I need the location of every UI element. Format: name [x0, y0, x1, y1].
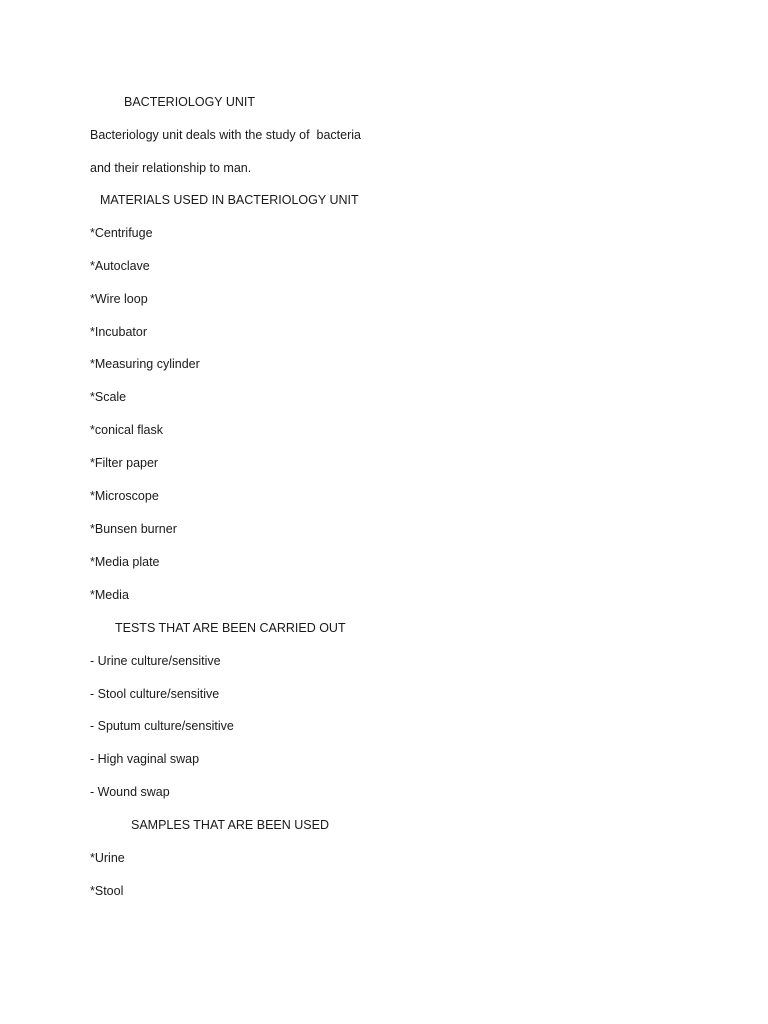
list-item-sample: *Stool	[90, 884, 124, 898]
intro-line-2: and their relationship to man.	[90, 161, 252, 175]
list-item-material: *Media	[90, 588, 129, 602]
list-item-test: - Stool culture/sensitive	[90, 687, 220, 701]
list-item-material: *Incubator	[90, 325, 147, 339]
intro-line-1: Bacteriology unit deals with the study of bacteria	[90, 128, 361, 142]
list-item-material: *Autoclave	[90, 259, 150, 273]
list-item-test: - High vaginal swap	[90, 752, 200, 766]
list-item-test: - Urine culture/sensitive	[90, 654, 221, 668]
list-item-material: *Centrifuge	[90, 226, 153, 240]
list-item-material: *Bunsen burner	[90, 522, 177, 536]
list-item-material: *Measuring cylinder	[90, 357, 200, 371]
tests-heading: TESTS THAT ARE BEEN CARRIED OUT	[115, 621, 346, 635]
samples-heading: SAMPLES THAT ARE BEEN USED	[131, 818, 329, 832]
list-item-sample: *Urine	[90, 851, 125, 865]
list-item-test: - Wound swap	[90, 785, 170, 799]
list-item-material: *Microscope	[90, 489, 159, 503]
page-title: BACTERIOLOGY UNIT	[124, 95, 256, 109]
materials-heading: MATERIALS USED IN BACTERIOLOGY UNIT	[100, 193, 359, 207]
list-item-material: *Media plate	[90, 555, 160, 569]
list-item-material: *Filter paper	[90, 456, 159, 470]
list-item-material: *Scale	[90, 390, 127, 404]
list-item-material: *Wire loop	[90, 292, 148, 306]
list-item-material: *conical flask	[90, 423, 163, 437]
list-item-test: - Sputum culture/sensitive	[90, 719, 234, 733]
